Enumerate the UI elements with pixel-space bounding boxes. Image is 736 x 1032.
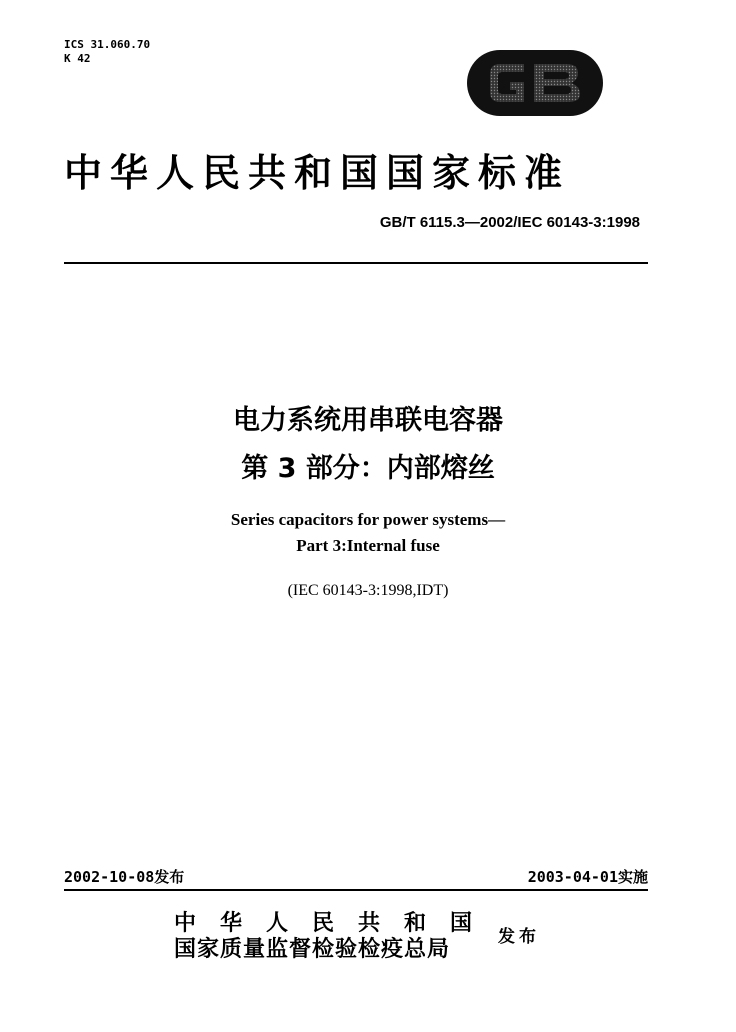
implementation-date: 2003-04-01实施 [527, 868, 648, 886]
ics-code: ICS 31.060.70 [64, 38, 151, 51]
standard-number: GB/T 6115.3—2002/IEC 60143-3:1998 [379, 214, 640, 231]
footer-divider [64, 889, 648, 891]
issue-label: 发布 [498, 927, 540, 947]
chinese-title-line-1: 电力系统用串联电容器 [233, 405, 503, 436]
gb-logo [466, 44, 604, 122]
english-title-line-1: Series capacitors for power systems— [230, 510, 506, 529]
issue-date: 2002-10-08发布 [64, 868, 185, 886]
issuer-line-2: 国家质量监督检验检疫总局 [174, 936, 451, 962]
national-standard-title: 中华人民共和国国家标准 [64, 150, 571, 195]
chinese-title-line-2: 第 3 部分：内部熔丝 [241, 453, 495, 484]
iec-equivalence: (IEC 60143-3:1998,IDT) [287, 582, 449, 599]
classification-codes [64, 38, 150, 66]
english-title-line-2: Part 3:Internal fuse [296, 536, 440, 555]
issuer-line-1: 中华人民共和国 [174, 910, 497, 936]
header-divider [64, 262, 648, 264]
ccs-code: K 42 [64, 52, 91, 65]
